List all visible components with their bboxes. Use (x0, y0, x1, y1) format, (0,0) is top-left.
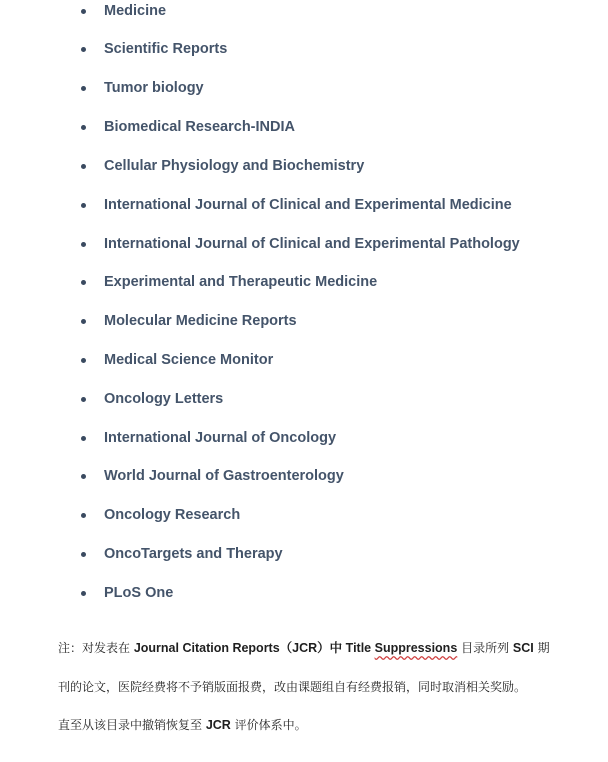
journal-name: Oncology Letters (104, 391, 224, 407)
journal-name: International Journal of Clinical and Experimental Pathology (104, 236, 520, 252)
bullet-icon (81, 436, 86, 441)
journal-name: Molecular Medicine Reports (104, 313, 297, 329)
note-line3-suffix: 评价体系中。 (230, 718, 307, 732)
journal-name: Biomedical Research-INDIA (104, 119, 295, 135)
note-end: 期 (533, 641, 550, 655)
note-title-word: Title (345, 641, 375, 655)
journal-name: Oncology Research (104, 507, 241, 523)
bullet-icon (81, 9, 86, 14)
journal-name: International Journal of Oncology (104, 430, 337, 446)
bullet-icon (81, 86, 86, 91)
bullet-icon (81, 513, 86, 518)
note-suffix: 目录所列 (457, 641, 513, 655)
note-line-2: 刊的论文，医院经费将不予销版面报费，改由课题组自有经费报销，同时取消相关奖励。 (58, 680, 527, 694)
bullet-icon (81, 358, 86, 363)
bullet-icon (81, 164, 86, 169)
note-line3-prefix: 直至从该目录中撤销恢复至 (58, 718, 206, 732)
note-jcr-name: Journal Citation Reports (133, 641, 280, 655)
journal-name: Medicine (104, 3, 167, 19)
note-suppressions-word: Suppressions (374, 641, 458, 655)
note-line3-jcr: JCR (205, 718, 231, 732)
note-sci: SCI (512, 641, 534, 655)
journal-name: Medical Science Monitor (104, 352, 274, 368)
note-line-3 (58, 716, 598, 734)
bullet-icon (81, 552, 86, 557)
bullet-icon (81, 242, 86, 247)
bullet-icon (81, 319, 86, 324)
bullet-icon (81, 280, 86, 285)
note-jcr-abbr: （JCR）中 (279, 641, 346, 655)
bullet-icon (81, 591, 86, 596)
bullet-icon (81, 203, 86, 208)
bullet-icon (81, 397, 86, 402)
journal-name: OncoTargets and Therapy (104, 546, 283, 562)
bullet-icon (81, 474, 86, 479)
journal-name: World Journal of Gastroenterology (104, 468, 344, 484)
journal-name: Scientific Reports (104, 41, 228, 57)
bullet-icon (81, 47, 86, 52)
journal-name: Experimental and Therapeutic Medicine (104, 274, 378, 290)
note-prefix: 注：对发表在 (58, 641, 134, 655)
journal-name: Tumor biology (104, 80, 204, 96)
note-line-1 (58, 639, 598, 657)
journal-name: PLoS One (104, 585, 174, 601)
bullet-icon (81, 125, 86, 130)
journal-name: International Journal of Clinical and Experimental Medicine (104, 197, 512, 213)
journal-name: Cellular Physiology and Biochemistry (104, 158, 365, 174)
